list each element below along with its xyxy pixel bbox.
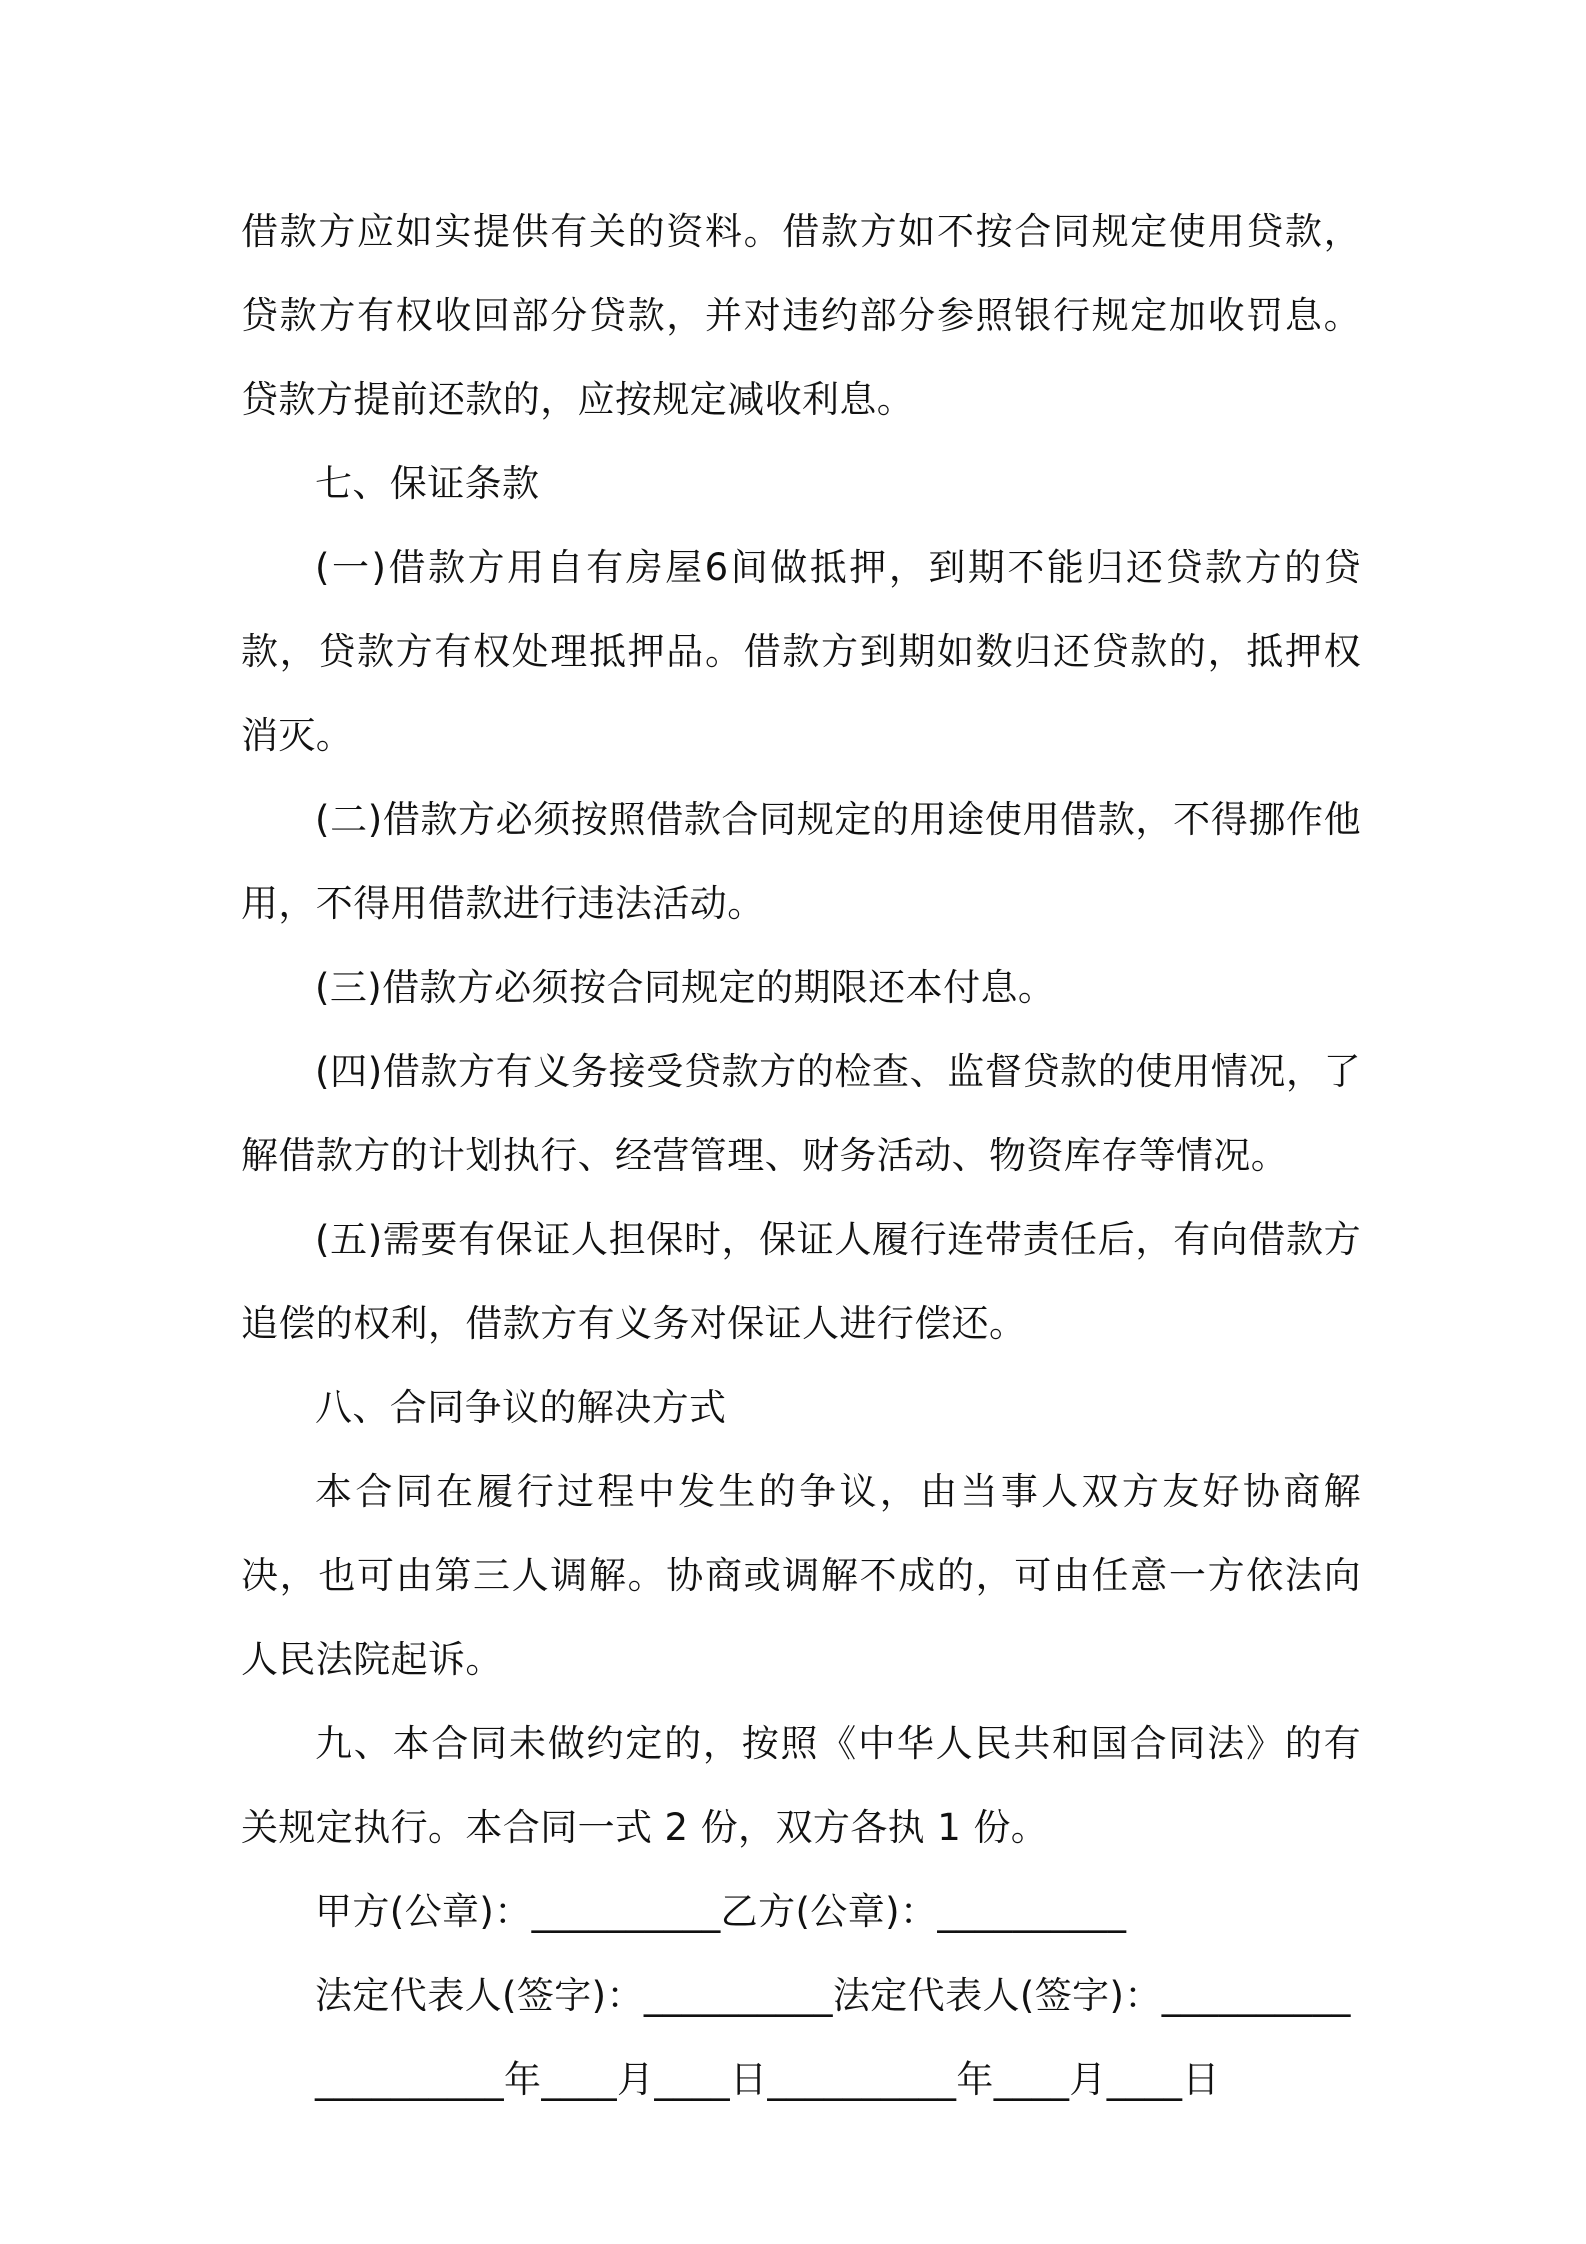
clause-3-repayment: (三)借款方必须按合同规定的期限还本付息。 bbox=[315, 966, 1056, 1009]
signature-dates: __________年____月____日__________年____月____日 bbox=[315, 2058, 1220, 2101]
clause-5-guarantor: (五)需要有保证人担保时，保证人履行连带责任后，有向借款方追偿的权利，借款方有义务对保证人进行偿还。 bbox=[241, 1218, 1361, 1345]
paragraph-dispute-resolution: 本合同在履行过程中发生的争议，由当事人双方友好协商解决，也可由第三人调解。协商或调解不成的，可由任意一方依法向人民法院起诉。 bbox=[241, 1470, 1361, 1681]
signature-party-seals: 甲方(公章)：__________乙方(公章)：__________ bbox=[315, 1890, 1127, 1933]
document-body bbox=[241, 190, 1361, 2122]
section-heading-guarantee: 七、保证条款 bbox=[315, 462, 540, 505]
signature-legal-representatives: 法定代表人(签字)：__________法定代表人(签字)：__________ bbox=[315, 1974, 1351, 2017]
paragraph-loan-terms: 借款方应如实提供有关的资料。借款方如不按合同规定使用贷款，贷款方有权收回部分贷款，并对违约部分参照银行规定加收罚息。贷款方提前还款的，应按规定减收利息。 bbox=[241, 210, 1361, 421]
clause-4-inspection: (四)借款方有义务接受贷款方的检查、监督贷款的使用情况，了解借款方的计划执行、经营管理、财务活动、物资库存等情况。 bbox=[241, 1050, 1361, 1177]
clause-1-mortgage: (一)借款方用自有房屋6间做抵押，到期不能归还贷款方的贷款，贷款方有权处理抵押品。借款方到期如数归还贷款的，抵押权消灭。 bbox=[241, 546, 1361, 757]
section-heading-dispute: 八、合同争议的解决方式 bbox=[315, 1386, 727, 1429]
clause-2-usage: (二)借款方必须按照借款合同规定的用途使用借款，不得挪作他用，不得用借款进行违法活动。 bbox=[241, 798, 1361, 925]
section-nine-general: 九、本合同未做约定的，按照《中华人民共和国合同法》的有关规定执行。本合同一式 2 份，双方各执 1 份。 bbox=[241, 1722, 1361, 1849]
